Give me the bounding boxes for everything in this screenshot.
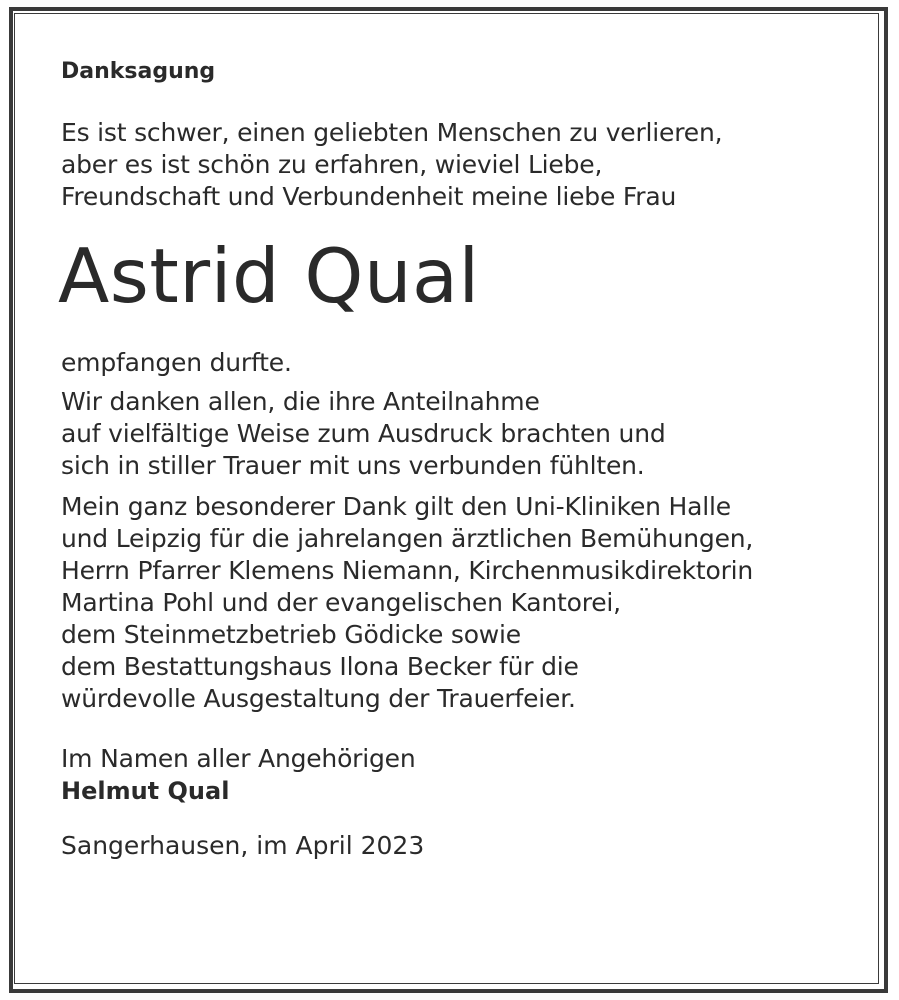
- special-thanks-line: dem Bestattungshaus Ilona Becker für die: [61, 652, 579, 681]
- intro-paragraph: [61, 117, 851, 213]
- special-thanks-line: Mein ganz besonderer Dank gilt den Uni-Kliniken Halle: [61, 492, 731, 521]
- special-thanks-line: Herrn Pfarrer Klemens Niemann, Kirchenmusikdirektorin: [61, 556, 754, 585]
- special-thanks-line: und Leipzig für die jahrelangen ärztlichen Bemühungen,: [61, 524, 754, 553]
- special-thanks-paragraph: [61, 491, 851, 715]
- thanks-line: auf vielfältige Weise zum Ausdruck brachten und: [61, 419, 666, 448]
- thanks-line: Wir danken allen, die ihre Anteilnahme: [61, 387, 540, 416]
- intro-line: aber es ist schön zu erfahren, wieviel Liebe,: [61, 150, 603, 179]
- notice-heading: Danksagung: [61, 59, 216, 84]
- received-line: empfangen durfte.: [61, 348, 292, 377]
- on-behalf-line: Im Namen aller Angehörigen: [61, 744, 416, 773]
- special-thanks-line: würdevolle Ausgestaltung der Trauerfeier.: [61, 684, 576, 713]
- special-thanks-line: Martina Pohl und der evangelischen Kantorei,: [61, 588, 621, 617]
- thanks-line: sich in stiller Trauer mit uns verbunden fühlten.: [61, 451, 645, 480]
- signer-name: Helmut Qual: [61, 777, 230, 805]
- deceased-name: Astrid Qual: [58, 232, 480, 320]
- intro-line: Freundschaft und Verbundenheit meine liebe Frau: [61, 182, 677, 211]
- received-paragraph: [61, 347, 851, 379]
- intro-line: Es ist schwer, einen geliebten Menschen zu verlieren,: [61, 118, 723, 147]
- place-date: Sangerhausen, im April 2023: [61, 831, 425, 860]
- special-thanks-line: dem Steinmetzbetrieb Gödicke sowie: [61, 620, 521, 649]
- obituary-notice: [58, 58, 851, 862]
- thanks-paragraph: [61, 386, 851, 482]
